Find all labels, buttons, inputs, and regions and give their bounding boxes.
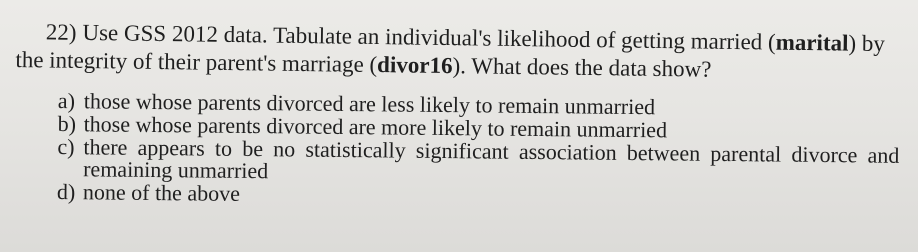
option-letter: c) (57, 133, 75, 160)
question-middle: ) by the integrity of their parent's marriage ( (15, 30, 886, 78)
variable-marital: marital (775, 29, 849, 56)
question-intro: Use GSS 2012 data. Tabulate an individual's likelihood of getting married ( (82, 19, 776, 55)
option-text: those whose parents divorced are more likely to remain unmarried (83, 111, 668, 143)
option-letter: b) (57, 110, 77, 137)
question-number: 22) (45, 19, 77, 45)
question-end: ). What does the data show? (452, 53, 712, 82)
option-letter: d) (56, 178, 76, 205)
option-text: none of the above (82, 179, 241, 206)
option-text: there appears to be no statistically significant association between parental divorce and remaining unmarried (83, 134, 900, 184)
option-text: those whose parents divorced are less likely to remain unmarried (83, 88, 656, 120)
variable-divor16: divor16 (376, 52, 453, 79)
question-text (15, 18, 900, 86)
option-letter: a) (57, 88, 76, 114)
answer-options (57, 90, 900, 212)
